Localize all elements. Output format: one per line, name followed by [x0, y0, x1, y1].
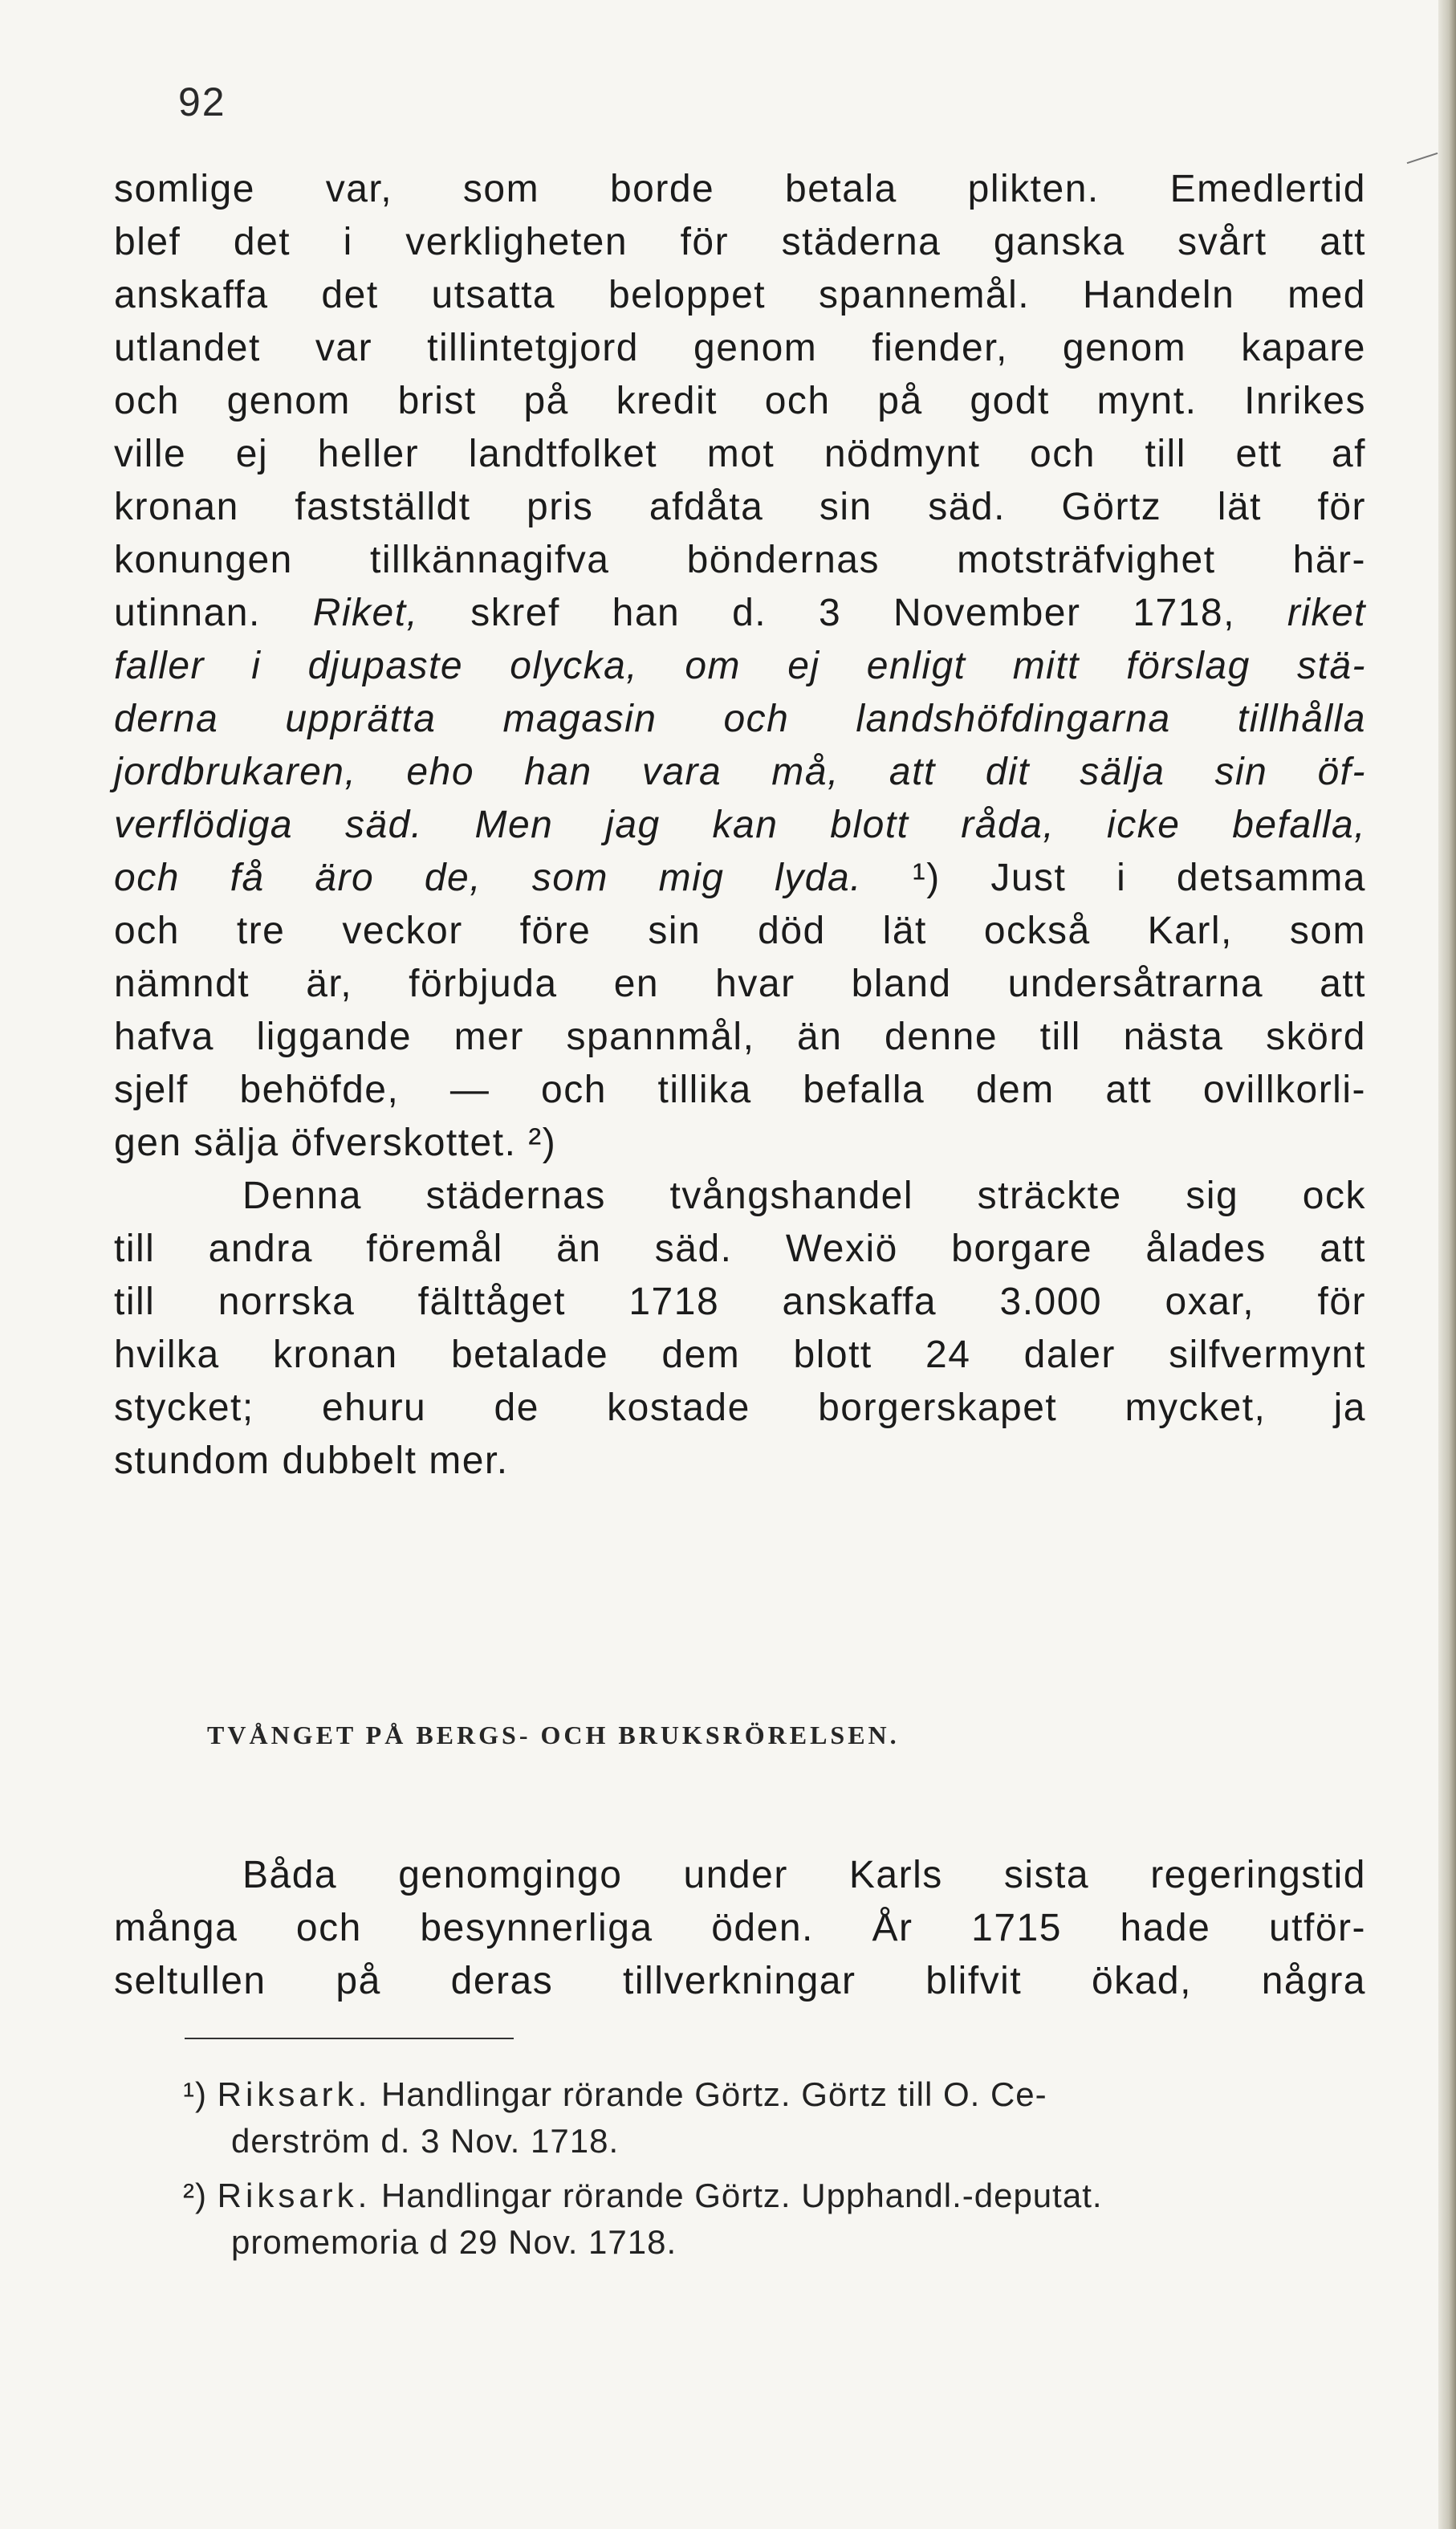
italic-fragment: Riket,: [312, 592, 419, 634]
footnotes: [183, 2071, 1363, 2274]
section-heading: TVÅNGET PÅ BERGS- OCH BRUKSRÖRELSEN.: [207, 1721, 900, 1749]
footnote-divider: [185, 2038, 514, 2039]
page-number: 92: [178, 79, 226, 124]
footnote-line: promemoria d 29 Nov. 1718.: [231, 2223, 677, 2261]
text-line: ville ej heller landtfolket mot nödmynt och till ett af: [114, 433, 1366, 475]
text-line: Denna städernas tvångshandel sträckte sig ock: [242, 1175, 1366, 1217]
text-line: och tre veckor före sin död lät också Karl, som: [114, 910, 1366, 952]
footnote-line: [183, 2173, 1363, 2219]
text-line: somlige var, som borde betala plikten. Emedlertid: [114, 168, 1366, 210]
footnote-source: Riksark.: [217, 2075, 372, 2113]
section-text-block: [114, 1849, 1366, 2008]
text-fragment: utinnan.: [114, 592, 261, 634]
text-line: till andra föremål än säd. Wexiö borgare ålades att: [114, 1228, 1366, 1270]
text-line: stycket; ehuru de kostade borgerskapet mycket, ja: [114, 1387, 1366, 1429]
footnote: [183, 2173, 1363, 2266]
italic-fragment: riket: [1287, 592, 1367, 634]
text-line: Båda genomgingo under Karls sista regeringstid: [242, 1854, 1366, 1896]
footnote-marker: ¹): [183, 2075, 207, 2113]
text-line: till norrska fälttåget 1718 anskaffa 3.000 oxar, för: [114, 1281, 1366, 1323]
page-edge-shadow: [1438, 0, 1456, 2529]
text-line: hafva liggande mer spannmål, än denne till nästa skörd: [114, 1016, 1366, 1058]
text-line-mixed: [114, 587, 1366, 640]
footnote-source: Riksark.: [217, 2177, 372, 2214]
footnote-line: [183, 2071, 1363, 2118]
text-line: gen sälja öfverskottet. ²): [114, 1122, 557, 1164]
text-fragment: ¹) Just i detsamma: [912, 857, 1366, 899]
text-line: hvilka kronan betalade dem blott 24 daler silfvermynt: [114, 1334, 1366, 1376]
footnote-text: Handlingar rörande Görtz. Görtz till O. Ce-: [381, 2075, 1047, 2113]
footnote-line: derström d. 3 Nov. 1718.: [231, 2122, 620, 2160]
italic-line: verflödiga säd. Men jag kan blott råda, icke befalla,: [114, 804, 1366, 846]
text-line: nämndt är, förbjuda en hvar bland undersåtrarna att: [114, 963, 1366, 1005]
edge-mark: [1407, 153, 1438, 164]
footnote-marker: ²): [183, 2177, 207, 2214]
text-line: seltullen på deras tillverkningar blifvit ökad, några: [114, 1960, 1366, 2002]
italic-line: faller i djupaste olycka, om ej enligt mitt förslag stä-: [114, 645, 1366, 687]
text-line: kronan fastställdt pris afdåta sin säd. Görtz lät för: [114, 486, 1366, 528]
footnote: [183, 2071, 1363, 2165]
footnote-text: Handlingar rörande Görtz. Upphandl.-deputat.: [381, 2177, 1103, 2214]
italic-line: jordbrukaren, eho han vara må, att dit sälja sin öf-: [114, 751, 1366, 793]
text-line: konungen tillkännagifva böndernas motsträfvighet här-: [114, 539, 1366, 581]
text-line: sjelf behöfde, — och tillika befalla dem att ovillkorli-: [114, 1069, 1366, 1111]
italic-fragment: och få äro de, som mig lyda.: [114, 857, 863, 899]
text-line: utlandet var tillintetgjord genom fiender, genom kapare: [114, 327, 1366, 369]
text-line: många och besynnerliga öden. År 1715 hade utför-: [114, 1907, 1366, 1949]
text-line: stundom dubbelt mer.: [114, 1440, 509, 1482]
main-text-block: [114, 163, 1366, 1488]
text-line: anskaffa det utsatta beloppet spannemål. Handeln med: [114, 274, 1366, 316]
text-line: och genom brist på kredit och på godt mynt. Inrikes: [114, 380, 1366, 422]
italic-line: derna upprätta magasin och landshöfdingarna tillhålla: [114, 698, 1366, 740]
text-fragment: skref han d. 3 November 1718,: [470, 592, 1235, 634]
text-line-mixed: [114, 852, 1366, 905]
text-line: blef det i verkligheten för städerna ganska svårt att: [114, 221, 1366, 263]
